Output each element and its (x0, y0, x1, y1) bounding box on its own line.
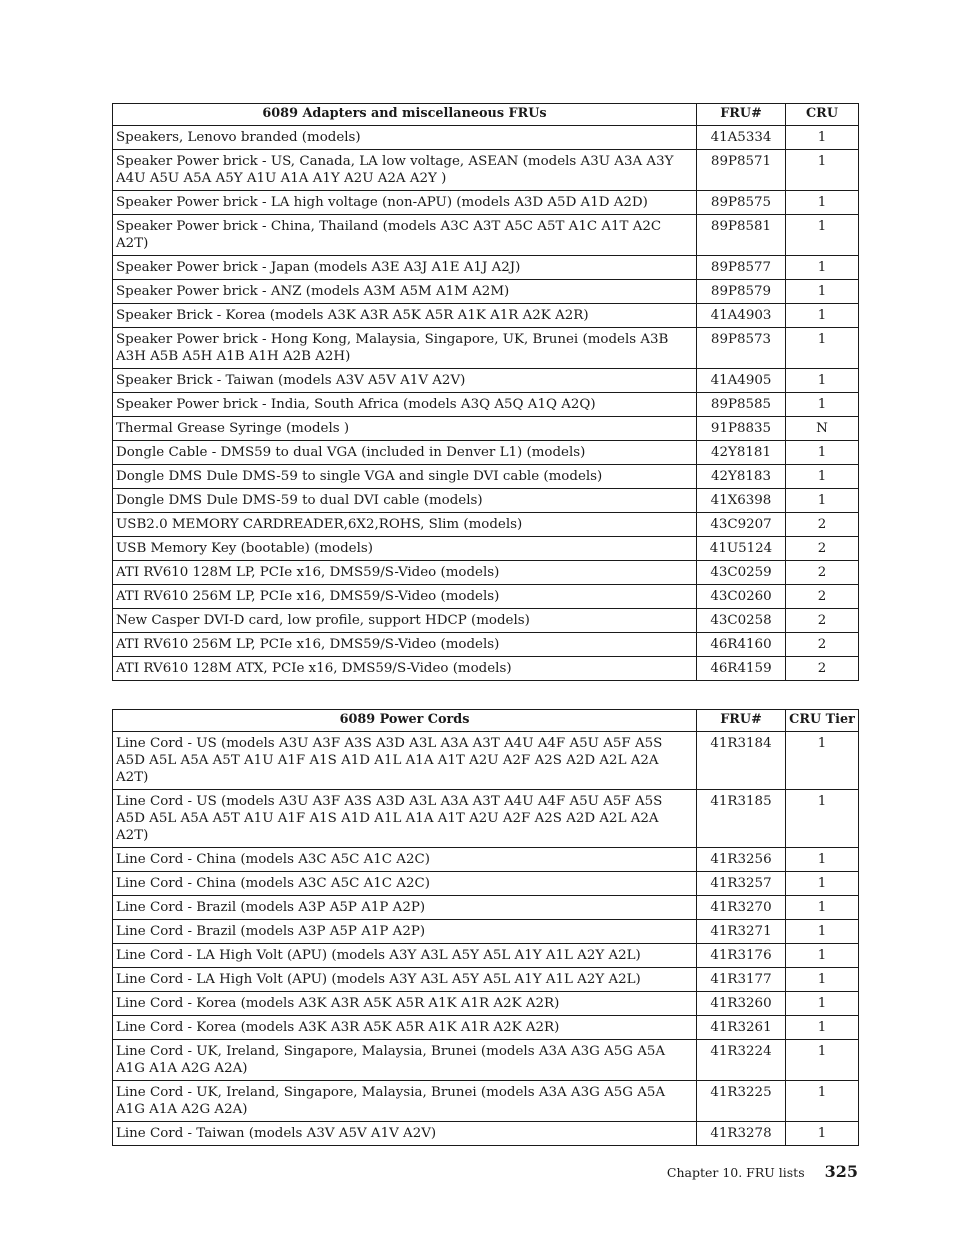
cru-cell: 1 (786, 992, 859, 1016)
table-row (113, 150, 859, 191)
description-cell: Line Cord - UK, Ireland, Singapore, Malaysia, Brunei (models A3A A3G A5G A5A A1G A1A A2G A2A) (113, 1081, 697, 1122)
description-cell: ATI RV610 256M LP, PCIe x16, DMS59/S-Video (models) (113, 585, 697, 609)
fru-number-cell: 43C9207 (697, 513, 786, 537)
fru-number-cell: 41R3257 (697, 872, 786, 896)
fru-number-cell: 91P8835 (697, 417, 786, 441)
description-cell: Line Cord - LA High Volt (APU) (models A3Y A3L A5Y A5L A1Y A1L A2Y A2L) (113, 968, 697, 992)
description-cell: Line Cord - Brazil (models A3P A5P A1P A2P) (113, 920, 697, 944)
fru-number-cell: 41R3270 (697, 896, 786, 920)
fru-number-cell: 89P8585 (697, 393, 786, 417)
cru-cell: 2 (786, 657, 859, 681)
fru-number-cell: 41R3185 (697, 790, 786, 848)
description-cell: USB Memory Key (bootable) (models) (113, 537, 697, 561)
cru-cell: 1 (786, 1122, 859, 1146)
description-cell: Line Cord - US (models A3U A3F A3S A3D A3L A3A A3T A4U A4F A5U A5F A5S A5D A5L A5A A5T A1U A1F A1S A1D A1L A1A A1T A2U A2F A2S A2D A2L A2A A2T) (113, 732, 697, 790)
table-row (113, 585, 859, 609)
fru-number-cell: 43C0260 (697, 585, 786, 609)
column-header-description: 6089 Power Cords (113, 710, 697, 732)
description-cell: Line Cord - Korea (models A3K A3R A5K A5R A1K A1R A2K A2R) (113, 992, 697, 1016)
chapter-label: Chapter 10. FRU lists (666, 1165, 805, 1180)
table-row (113, 369, 859, 393)
table-row (113, 732, 859, 790)
description-cell: Dongle DMS Dule DMS-59 to single VGA and single DVI cable (models) (113, 465, 697, 489)
fru-number-cell: 89P8579 (697, 280, 786, 304)
table-row (113, 280, 859, 304)
table-row (113, 417, 859, 441)
table-row (113, 256, 859, 280)
fru-number-cell: 41R3271 (697, 920, 786, 944)
description-cell: New Casper DVI-D card, low profile, support HDCP (models) (113, 609, 697, 633)
table-row (113, 609, 859, 633)
fru-number-cell: 41X6398 (697, 489, 786, 513)
table-header-row (113, 710, 859, 732)
cru-cell: 2 (786, 585, 859, 609)
page-footer (667, 1162, 858, 1181)
fru-number-cell: 41R3256 (697, 848, 786, 872)
table-row (113, 126, 859, 150)
fru-number-cell: 43C0258 (697, 609, 786, 633)
adapters-fru-table (112, 103, 859, 681)
power-cords-fru-table (112, 709, 859, 1146)
description-cell: ATI RV610 256M LP, PCIe x16, DMS59/S-Video (models) (113, 633, 697, 657)
cru-cell: 1 (786, 790, 859, 848)
cru-cell: 1 (786, 280, 859, 304)
cru-cell: 2 (786, 633, 859, 657)
cru-cell: 1 (786, 304, 859, 328)
cru-cell: 1 (786, 1081, 859, 1122)
cru-cell: 1 (786, 944, 859, 968)
table-row (113, 537, 859, 561)
description-cell: Thermal Grease Syringe (models ) (113, 417, 697, 441)
column-header-cru: CRU (786, 104, 859, 126)
cru-cell: 1 (786, 872, 859, 896)
table-row (113, 1016, 859, 1040)
fru-number-cell: 43C0259 (697, 561, 786, 585)
cru-cell: 2 (786, 561, 859, 585)
fru-number-cell: 41A4903 (697, 304, 786, 328)
fru-number-cell: 41A5334 (697, 126, 786, 150)
cru-cell: 1 (786, 1016, 859, 1040)
description-cell: Line Cord - Korea (models A3K A3R A5K A5R A1K A1R A2K A2R) (113, 1016, 697, 1040)
description-cell: Line Cord - UK, Ireland, Singapore, Malaysia, Brunei (models A3A A3G A5G A5A A1G A1A A2G A2A) (113, 1040, 697, 1081)
fru-number-cell: 41R3261 (697, 1016, 786, 1040)
description-cell: ATI RV610 128M ATX, PCIe x16, DMS59/S-Video (models) (113, 657, 697, 681)
column-header-fru: FRU# (697, 104, 786, 126)
table-row (113, 513, 859, 537)
fru-number-cell: 46R4159 (697, 657, 786, 681)
table-row (113, 790, 859, 848)
fru-number-cell: 89P8575 (697, 191, 786, 215)
description-cell: Dongle Cable - DMS59 to dual VGA (included in Denver L1) (models) (113, 441, 697, 465)
cru-cell: 1 (786, 328, 859, 369)
cru-cell: 1 (786, 369, 859, 393)
description-cell: Dongle DMS Dule DMS-59 to dual DVI cable (models) (113, 489, 697, 513)
cru-cell: 2 (786, 537, 859, 561)
description-cell: Line Cord - US (models A3U A3F A3S A3D A3L A3A A3T A4U A4F A5U A5F A5S A5D A5L A5A A5T A1U A1F A1S A1D A1L A1A A1T A2U A2F A2S A2D A2L A2A A2T) (113, 790, 697, 848)
page-number: 325 (824, 1162, 858, 1181)
table-row (113, 393, 859, 417)
table-row (113, 968, 859, 992)
fru-number-cell: 89P8581 (697, 215, 786, 256)
fru-number-cell: 41U5124 (697, 537, 786, 561)
cru-cell: 1 (786, 848, 859, 872)
fru-number-cell: 41R3176 (697, 944, 786, 968)
table-row (113, 872, 859, 896)
cru-cell: 1 (786, 215, 859, 256)
table-row (113, 896, 859, 920)
fru-number-cell: 41R3177 (697, 968, 786, 992)
description-cell: Speaker Power brick - LA high voltage (non-APU) (models A3D A5D A1D A2D) (113, 191, 697, 215)
fru-number-cell: 46R4160 (697, 633, 786, 657)
table-row (113, 992, 859, 1016)
cru-cell: 2 (786, 609, 859, 633)
table-row (113, 944, 859, 968)
description-cell: Line Cord - Brazil (models A3P A5P A1P A2P) (113, 896, 697, 920)
cru-cell: 1 (786, 489, 859, 513)
description-cell: Speakers, Lenovo branded (models) (113, 126, 697, 150)
description-cell: Line Cord - LA High Volt (APU) (models A3Y A3L A5Y A5L A1Y A1L A2Y A2L) (113, 944, 697, 968)
cru-cell: 1 (786, 465, 859, 489)
description-cell: Speaker Power brick - US, Canada, LA low voltage, ASEAN (models A3U A3A A3Y A4U A5U A5A A5Y A1U A1A A1Y A2U A2A A2Y ) (113, 150, 697, 191)
cru-cell: 1 (786, 441, 859, 465)
table-row (113, 657, 859, 681)
fru-number-cell: 41R3278 (697, 1122, 786, 1146)
table-row (113, 561, 859, 585)
fru-number-cell: 41R3224 (697, 1040, 786, 1081)
table-row (113, 191, 859, 215)
fru-number-cell: 42Y8181 (697, 441, 786, 465)
column-header-fru: FRU# (697, 710, 786, 732)
table-header-row (113, 104, 859, 126)
cru-cell: 1 (786, 896, 859, 920)
fru-number-cell: 89P8573 (697, 328, 786, 369)
table-row (113, 1081, 859, 1122)
table-row (113, 1040, 859, 1081)
fru-number-cell: 42Y8183 (697, 465, 786, 489)
fru-number-cell: 89P8571 (697, 150, 786, 191)
fru-number-cell: 41A4905 (697, 369, 786, 393)
table-row (113, 304, 859, 328)
cru-cell: 1 (786, 920, 859, 944)
description-cell: Speaker Power brick - China, Thailand (models A3C A3T A5C A5T A1C A1T A2C A2T) (113, 215, 697, 256)
description-cell: Speaker Power brick - ANZ (models A3M A5M A1M A2M) (113, 280, 697, 304)
cru-cell: 1 (786, 968, 859, 992)
table-row (113, 848, 859, 872)
table-row (113, 215, 859, 256)
fru-number-cell: 41R3184 (697, 732, 786, 790)
cru-cell: 2 (786, 513, 859, 537)
cru-cell: 1 (786, 126, 859, 150)
table-row (113, 328, 859, 369)
fru-number-cell: 41R3260 (697, 992, 786, 1016)
description-cell: Speaker Power brick - Japan (models A3E A3J A1E A1J A2J) (113, 256, 697, 280)
table-row (113, 489, 859, 513)
description-cell: Speaker Brick - Korea (models A3K A3R A5K A5R A1K A1R A2K A2R) (113, 304, 697, 328)
description-cell: Line Cord - China (models A3C A5C A1C A2C) (113, 848, 697, 872)
description-cell: Line Cord - China (models A3C A5C A1C A2C) (113, 872, 697, 896)
description-cell: Speaker Power brick - India, South Africa (models A3Q A5Q A1Q A2Q) (113, 393, 697, 417)
description-cell: Line Cord - Taiwan (models A3V A5V A1V A2V) (113, 1122, 697, 1146)
fru-number-cell: 41R3225 (697, 1081, 786, 1122)
cru-cell: 1 (786, 1040, 859, 1081)
description-cell: Speaker Power brick - Hong Kong, Malaysia, Singapore, UK, Brunei (models A3B A3H A5B A5H A1B A1H A2B A2H) (113, 328, 697, 369)
description-cell: USB2.0 MEMORY CARDREADER,6X2,ROHS, Slim (models) (113, 513, 697, 537)
cru-cell: 1 (786, 150, 859, 191)
cru-cell: 1 (786, 191, 859, 215)
cru-cell: N (786, 417, 859, 441)
description-cell: ATI RV610 128M LP, PCIe x16, DMS59/S-Video (models) (113, 561, 697, 585)
description-cell: Speaker Brick - Taiwan (models A3V A5V A1V A2V) (113, 369, 697, 393)
cru-cell: 1 (786, 393, 859, 417)
table-row (113, 920, 859, 944)
column-header-description: 6089 Adapters and miscellaneous FRUs (113, 104, 697, 126)
cru-cell: 1 (786, 732, 859, 790)
column-header-cru-tier: CRU Tier (786, 710, 859, 732)
table-row (113, 633, 859, 657)
table-row (113, 1122, 859, 1146)
table-row (113, 465, 859, 489)
table-row (113, 441, 859, 465)
fru-number-cell: 89P8577 (697, 256, 786, 280)
cru-cell: 1 (786, 256, 859, 280)
